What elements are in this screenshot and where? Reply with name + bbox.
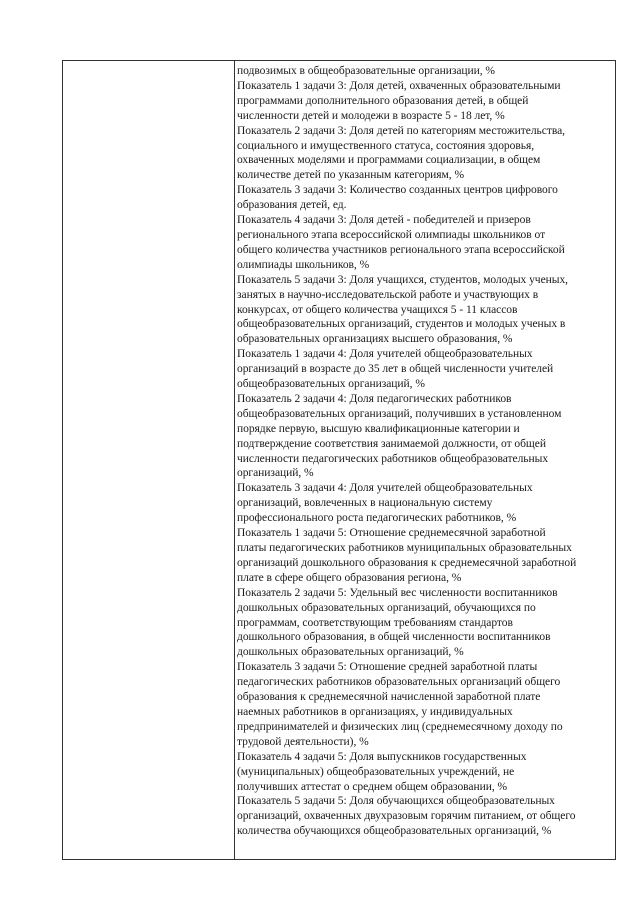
- text-line: организаций, вовлеченных в национальную систему: [236, 496, 493, 510]
- text-line: подтверждение соответствия занимаемой должности, от общей: [236, 436, 546, 450]
- text-line: охваченных моделями и программами социализации, в общем: [236, 153, 541, 167]
- text-line: Показатель 3 задачи 3: Количество созданных центров цифрового: [236, 183, 558, 197]
- text-line: Показатель 5 задачи 3: Доля учащихся, студентов, молодых ученых,: [236, 272, 569, 286]
- text-line: платы педагогических работников муниципальных образовательных: [236, 541, 572, 554]
- text-line: дошкольных образовательных организаций, %: [236, 645, 464, 659]
- text-line: общеобразовательных организаций, студентов и молодых ученых в: [236, 317, 566, 331]
- text-line: подвозимых в общеобразовательные организации, %: [236, 64, 495, 77]
- text-line: количестве детей по указанным категориям, %: [236, 168, 465, 182]
- text-line: Показатель 3 задачи 5: Отношение средней заработной платы: [236, 660, 538, 674]
- text-line: количества обучающихся общеобразовательных организаций, %: [236, 824, 552, 838]
- indicators-table: [62, 60, 616, 860]
- text-line: предпринимателей и физических лиц (среднемесячному доходу по: [236, 719, 563, 733]
- text-line: плате в сфере общего образования региона, %: [236, 570, 462, 584]
- text-line: трудовой деятельности), %: [236, 734, 369, 748]
- table-right-column: [236, 64, 614, 858]
- text-line: регионального этапа всероссийской олимпиады школьников от: [236, 227, 546, 241]
- text-line: Показатель 3 задачи 4: Доля учителей общеобразовательных: [236, 481, 533, 495]
- text-line: наемных работников в организациях, у индивидуальных: [236, 704, 513, 718]
- text-line: организаций дошкольного образования к среднемесячной заработной: [236, 555, 577, 569]
- text-line: Показатель 2 задачи 5: Удельный вес численности воспитанников: [236, 585, 558, 599]
- text-line: организаций, охваченных двухразовым горячим питанием, от общего: [236, 809, 576, 823]
- text-line: конкурсах, от общего количества учащихся 5 - 11 классов: [236, 302, 518, 316]
- text-line: занятых в научно-исследовательской работе и участвующих в: [236, 287, 539, 301]
- text-line: образования к среднемесячной начисленной заработной плате: [236, 690, 541, 704]
- text-line: Показатель 1 задачи 3: Доля детей, охваченных образовательными: [236, 78, 561, 92]
- text-line: Показатель 1 задачи 5: Отношение среднемесячной заработной: [236, 526, 546, 540]
- text-line: Показатель 2 задачи 4: Доля педагогических работников: [236, 391, 512, 405]
- table-left-column: [63, 61, 235, 859]
- text-line: общеобразовательных организаций, получивших в установленном: [236, 406, 562, 420]
- text-line: получивших аттестат о среднем общем образовании, %: [236, 779, 508, 793]
- text-line: организаций в возрасте до 35 лет в общей численности учителей: [236, 362, 554, 376]
- text-line: образовательных организациях высшего образования, %: [236, 332, 513, 346]
- text-line: общеобразовательных организаций, %: [236, 377, 425, 391]
- text-line: Показатель 4 задачи 5: Доля выпускников государственных: [236, 749, 527, 763]
- text-line: программам, соответствующим требованиям стандартов: [236, 615, 513, 629]
- text-line: дошкольного образования, в общей численности воспитанников: [236, 630, 551, 644]
- text-line: образования детей, ед.: [236, 198, 347, 212]
- text-line: педагогических работников образовательных организаций общего: [236, 675, 561, 689]
- text-line: социального и имущественного статуса, состояния здоровья,: [236, 138, 535, 152]
- text-line: Показатель 1 задачи 4: Доля учителей общеобразовательных: [236, 347, 533, 361]
- text-line: численности педагогических работников общеобразовательных: [236, 451, 549, 465]
- text-line: организаций, %: [236, 466, 314, 480]
- text-line: численности детей и молодежи в возрасте 5 - 18 лет, %: [236, 108, 505, 122]
- text-line: Показатель 2 задачи 3: Доля детей по категориям местожительства,: [236, 123, 565, 137]
- text-line: олимпиады школьников, %: [236, 257, 370, 271]
- text-line: общего количества участников регионального этапа всероссийской: [236, 242, 565, 256]
- text-line: порядке первую, высшую квалификационные категории и: [236, 421, 520, 435]
- text-line: дошкольных образовательных организаций, обучающихся по: [236, 600, 536, 614]
- text-line: (муниципальных) общеобразовательных учреждений, не: [236, 764, 515, 778]
- text-line: программами дополнительного образования детей, в общей: [236, 93, 529, 107]
- text-line: Показатель 4 задачи 3: Доля детей - победителей и призеров: [236, 213, 531, 227]
- text-line: профессионального роста педагогических работников, %: [236, 511, 517, 525]
- text-line: Показатель 5 задачи 5: Доля обучающихся общеобразовательных: [236, 794, 555, 808]
